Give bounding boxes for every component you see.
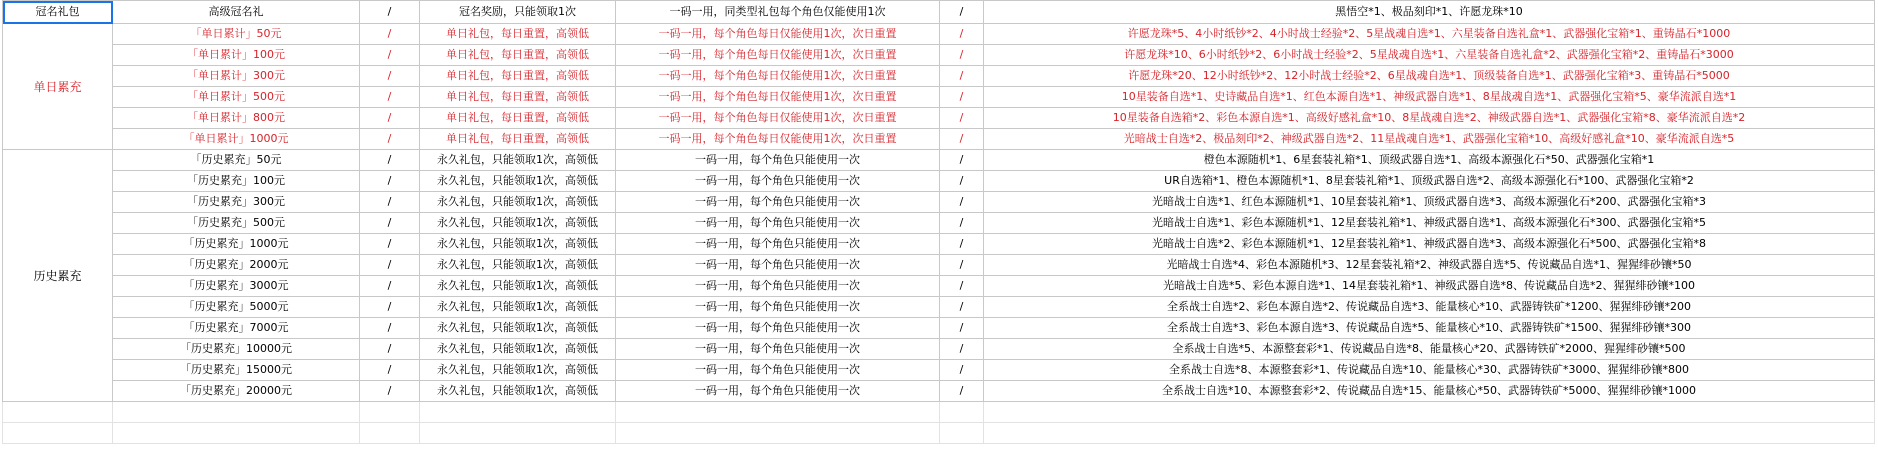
cell-pack-type[interactable]: 永久礼包，只能领取1次，高领低 [420,192,616,213]
cell-use-rule[interactable]: 一码一用，每个角色只能使用一次 [616,255,940,276]
cell-pack-type[interactable]: 永久礼包，只能领取1次，高领低 [420,255,616,276]
table-row [3,381,1875,402]
cell-pack-type[interactable]: 永久礼包，只能领取1次，高领低 [420,276,616,297]
table-row [3,234,1875,255]
empty-cell[interactable] [420,402,616,423]
empty-row [3,423,1875,444]
cell-tier-name[interactable]: 「单日累计」100元 [113,45,360,66]
cell-slash[interactable]: / [360,255,420,276]
cell-slash[interactable]: / [360,87,420,108]
cell-slash[interactable]: / [940,171,984,192]
empty-cell[interactable] [360,423,420,444]
cell-tier-name[interactable]: 「历史累充」500元 [113,213,360,234]
cell-use-rule[interactable]: 一码一用，每个角色只能使用一次 [616,297,940,318]
empty-cell[interactable] [616,402,940,423]
table-row [3,318,1875,339]
cell-slash[interactable]: / [940,108,984,129]
cell-reward-list[interactable]: 全系战士自选*8、本源整套彩*1、传说藏品自选*10、能量核心*30、武器铸铁矿*3000、猩猩绯砂镶*800 [984,360,1875,381]
table-row [3,24,1875,45]
cell-pack-type[interactable]: 单日礼包，每日重置，高领低 [420,45,616,66]
empty-cell[interactable] [360,402,420,423]
table-row [3,192,1875,213]
cell-slash[interactable]: / [360,339,420,360]
cell-slash[interactable]: / [940,276,984,297]
empty-cell[interactable] [984,423,1875,444]
empty-cell[interactable] [984,402,1875,423]
cell-slash[interactable]: / [360,129,420,150]
table-row [3,66,1875,87]
cell-slash[interactable]: / [940,150,984,171]
cell-header-slash2[interactable]: / [940,1,984,24]
empty-cell[interactable] [113,423,360,444]
cell-pack-type[interactable]: 单日礼包，每日重置，高领低 [420,66,616,87]
cell-pack-type[interactable]: 永久礼包，只能领取1次，高领低 [420,234,616,255]
cell-use-rule[interactable]: 一码一用，每个角色每日仅能使用1次，次日重置 [616,87,940,108]
cell-reward-list[interactable]: 全系战士自选*5、本源整套彩*1、传说藏品自选*8、能量核心*20、武器铸铁矿*2000、猩猩绯砂镶*500 [984,339,1875,360]
cell-slash[interactable]: / [940,360,984,381]
cell-reward-list[interactable]: 橙色本源随机*1、6星套装礼箱*1、顶级武器自选*1、高级本源强化石*50、武器强化宝箱*1 [984,150,1875,171]
table-row [3,297,1875,318]
cell-tier-name[interactable]: 「历史累充」10000元 [113,339,360,360]
cell-tier-name[interactable]: 「历史累充」15000元 [113,360,360,381]
cell-reward-list[interactable]: 全系战士自选*2、彩色本源自选*2、传说藏品自选*3、能量核心*10、武器铸铁矿*1200、猩猩绯砂镶*200 [984,297,1875,318]
cell-reward-list[interactable]: 光暗战士自选*4、彩色本源随机*3、12星套装礼箱*2、神级武器自选*5、传说藏品自选*1、猩猩绯砂镶*50 [984,255,1875,276]
cell-header-gift-pack[interactable]: 冠名礼包 [3,1,113,24]
empty-cell[interactable] [940,402,984,423]
cell-use-rule[interactable]: 一码一用，每个角色只能使用一次 [616,234,940,255]
cell-use-rule[interactable]: 一码一用，每个角色每日仅能使用1次，次日重置 [616,66,940,87]
group-label-daily[interactable]: 单日累充 [3,24,113,150]
cell-tier-name[interactable]: 「历史累充」100元 [113,171,360,192]
cell-tier-name[interactable]: 「历史累充」1000元 [113,234,360,255]
cell-slash[interactable]: / [360,234,420,255]
cell-pack-type[interactable]: 永久礼包，只能领取1次，高领低 [420,171,616,192]
empty-cell[interactable] [940,423,984,444]
header-row [3,1,1875,24]
cell-slash[interactable]: / [360,297,420,318]
cell-pack-type[interactable]: 永久礼包，只能领取1次，高领低 [420,339,616,360]
table-row [3,276,1875,297]
cell-use-rule[interactable]: 一码一用，每个角色只能使用一次 [616,360,940,381]
table-row [3,171,1875,192]
cell-tier-name[interactable]: 「单日累计」500元 [113,87,360,108]
cell-use-rule[interactable]: 一码一用，每个角色只能使用一次 [616,381,940,402]
empty-cell[interactable] [420,423,616,444]
table-row [3,45,1875,66]
cell-slash[interactable]: / [940,213,984,234]
cell-reward-list[interactable]: 许愿龙珠*5、4小时纸钞*2、4小时战士经验*2、5星战魂自选*1、六星装备自选礼盒*1、武器强化宝箱*1、重铸晶石*1000 [984,24,1875,45]
cell-slash[interactable]: / [940,24,984,45]
cell-use-rule[interactable]: 一码一用，每个角色每日仅能使用1次，次日重置 [616,129,940,150]
cell-slash[interactable]: / [940,234,984,255]
cell-reward-list[interactable]: UR自选箱*1、橙色本源随机*1、8星套装礼箱*1、顶级武器自选*2、高级本源强化石*100、武器强化宝箱*2 [984,171,1875,192]
cell-tier-name[interactable]: 「历史累充」5000元 [113,297,360,318]
cell-use-rule[interactable]: 一码一用，每个角色只能使用一次 [616,150,940,171]
cell-slash[interactable]: / [940,297,984,318]
cell-slash[interactable]: / [940,129,984,150]
cell-use-rule[interactable]: 一码一用，每个角色只能使用一次 [616,339,940,360]
cell-pack-type[interactable]: 永久礼包，只能领取1次，高领低 [420,213,616,234]
cell-slash[interactable]: / [940,318,984,339]
cell-pack-type[interactable]: 永久礼包，只能领取1次，高领低 [420,297,616,318]
cell-use-rule[interactable]: 一码一用，每个角色只能使用一次 [616,318,940,339]
cell-tier-name[interactable]: 「单日累计」1000元 [113,129,360,150]
cell-pack-type[interactable]: 永久礼包，只能领取1次，高领低 [420,381,616,402]
cell-slash[interactable]: / [940,45,984,66]
cell-tier-name[interactable]: 「历史累充」20000元 [113,381,360,402]
gift-table [2,0,1875,444]
cell-tier-name[interactable]: 「历史累充」50元 [113,150,360,171]
cell-slash[interactable]: / [360,213,420,234]
table-row [3,339,1875,360]
cell-pack-type[interactable]: 永久礼包，只能领取1次，高领低 [420,150,616,171]
cell-slash[interactable]: / [360,45,420,66]
group-label-history[interactable]: 历史累充 [3,150,113,402]
cell-use-rule[interactable]: 一码一用，每个角色每日仅能使用1次，次日重置 [616,108,940,129]
cell-slash[interactable]: / [360,318,420,339]
cell-slash[interactable]: / [360,276,420,297]
table-row [3,87,1875,108]
cell-slash[interactable]: / [940,192,984,213]
cell-header-premium[interactable]: 高级冠名礼 [113,1,360,24]
cell-slash[interactable]: / [360,171,420,192]
cell-reward-list[interactable]: 10星装备自选*1、史诗藏品自选*1、红色本源自选*1、神级武器自选*1、8星战魂自选*1、武器强化宝箱*5、豪华流派自选*1 [984,87,1875,108]
cell-slash[interactable]: / [360,66,420,87]
cell-use-rule[interactable]: 一码一用，每个角色每日仅能使用1次，次日重置 [616,24,940,45]
empty-cell[interactable] [616,423,940,444]
cell-reward-list[interactable]: 光暗战士自选*1、红色本源随机*1、10星套装礼箱*1、顶级武器自选*3、高级本源强化石*200、武器强化宝箱*3 [984,192,1875,213]
cell-slash[interactable]: / [940,87,984,108]
cell-tier-name[interactable]: 「单日累计」300元 [113,66,360,87]
cell-reward-list[interactable]: 光暗战士自选*1、彩色本源随机*1、12星套装礼箱*1、神级武器自选*1、高级本源强化石*300、武器强化宝箱*5 [984,213,1875,234]
cell-slash[interactable]: / [360,381,420,402]
cell-use-rule[interactable]: 一码一用，每个角色只能使用一次 [616,192,940,213]
table-row [3,150,1875,171]
cell-slash[interactable]: / [360,108,420,129]
cell-reward-list[interactable]: 光暗战士自选*5、彩色本源自选*1、14星套装礼箱*1、神级武器自选*8、传说藏品自选*2、猩猩绯砂镶*100 [984,276,1875,297]
table-row [3,108,1875,129]
cell-header-reward[interactable]: 黑悟空*1、极品刻印*1、许愿龙珠*10 [984,1,1875,24]
empty-cell[interactable] [3,402,113,423]
table-row [3,360,1875,381]
cell-slash[interactable]: / [940,66,984,87]
cell-tier-name[interactable]: 「历史累充」300元 [113,192,360,213]
cell-slash[interactable]: / [360,360,420,381]
cell-pack-type[interactable]: 永久礼包，只能领取1次，高领低 [420,360,616,381]
cell-tier-name[interactable]: 「历史累充」7000元 [113,318,360,339]
table-row [3,129,1875,150]
cell-reward-list[interactable]: 光暗战士自选*2、极品刻印*2、神级武器自选*2、11星战魂自选*1、武器强化宝箱*10、高级好感礼盒*10、豪华流派自选*5 [984,129,1875,150]
cell-pack-type[interactable]: 单日礼包，每日重置，高领低 [420,108,616,129]
empty-cell[interactable] [113,402,360,423]
cell-pack-type[interactable]: 单日礼包，每日重置，高领低 [420,129,616,150]
cell-reward-list[interactable]: 10星装备自选箱*2、彩色本源自选*1、高级好感礼盒*10、8星战魂自选*2、神级武器自选*1、武器强化宝箱*8、豪华流派自选*2 [984,108,1875,129]
cell-reward-list[interactable]: 光暗战士自选*2、彩色本源随机*1、12星套装礼箱*1、神级武器自选*3、高级本源强化石*500、武器强化宝箱*8 [984,234,1875,255]
cell-pack-type[interactable]: 永久礼包，只能领取1次，高领低 [420,318,616,339]
cell-slash[interactable]: / [360,192,420,213]
cell-slash[interactable]: / [940,381,984,402]
cell-use-rule[interactable]: 一码一用，每个角色只能使用一次 [616,171,940,192]
cell-reward-list[interactable]: 全系战士自选*3、彩色本源自选*3、传说藏品自选*5、能量核心*10、武器铸铁矿*1500、猩猩绯砂镶*300 [984,318,1875,339]
cell-header-slash[interactable]: / [360,1,420,24]
table-row [3,255,1875,276]
empty-row [3,402,1875,423]
cell-tier-name[interactable]: 「单日累计」50元 [113,24,360,45]
cell-header-rule[interactable]: 一码一用，同类型礼包每个角色仅能使用1次 [616,1,940,24]
empty-cell[interactable] [3,423,113,444]
cell-reward-list[interactable]: 许愿龙珠*20、12小时纸钞*2、12小时战士经验*2、6星战魂自选*1、顶级装备自选*1、武器强化宝箱*3、重铸晶石*5000 [984,66,1875,87]
cell-slash[interactable]: / [940,339,984,360]
cell-reward-list[interactable]: 全系战士自选*10、本源整套彩*2、传说藏品自选*15、能量核心*50、武器铸铁矿*5000、猩猩绯砂镶*1000 [984,381,1875,402]
table-row [3,213,1875,234]
cell-tier-name[interactable]: 「历史累充」3000元 [113,276,360,297]
cell-reward-list[interactable]: 许愿龙珠*10、6小时纸钞*2、6小时战士经验*2、5星战魂自选*1、六星装备自选礼盒*2、武器强化宝箱*2、重铸晶石*3000 [984,45,1875,66]
cell-pack-type[interactable]: 单日礼包，每日重置，高领低 [420,87,616,108]
cell-slash[interactable]: / [360,24,420,45]
cell-header-reward-type[interactable]: 冠名奖励，只能领取1次 [420,1,616,24]
cell-use-rule[interactable]: 一码一用，每个角色只能使用一次 [616,276,940,297]
cell-tier-name[interactable]: 「单日累计」800元 [113,108,360,129]
cell-use-rule[interactable]: 一码一用，每个角色只能使用一次 [616,213,940,234]
cell-use-rule[interactable]: 一码一用，每个角色每日仅能使用1次，次日重置 [616,45,940,66]
cell-slash[interactable]: / [940,255,984,276]
cell-tier-name[interactable]: 「历史累充」2000元 [113,255,360,276]
cell-slash[interactable]: / [360,150,420,171]
cell-pack-type[interactable]: 单日礼包，每日重置，高领低 [420,24,616,45]
